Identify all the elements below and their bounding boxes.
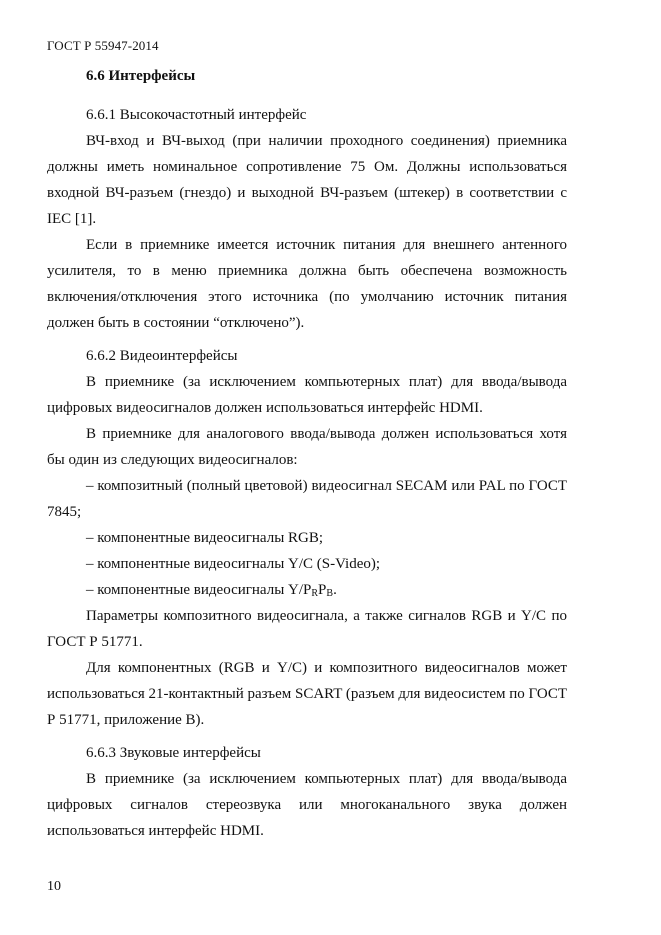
text-line: по ГОСТ Р 51771. [47,608,568,650]
subsection-heading-audio: 6.6.3 Звуковые интерфейсы [86,745,261,761]
page-content [47,63,567,844]
list-item: – компонентные видеосигналы RGB; [86,530,324,546]
subscript: B [326,588,334,599]
text-line: ГОСТ 7845; [47,478,568,520]
text-line: цифровых сигналов стереозвука или многоканального звука должен [47,797,567,813]
text-line: ВЧ-вход и ВЧ-выход (при наличии проходного соединения) приемника [86,133,567,149]
paragraph-scart [47,655,567,733]
paragraph-digital-audio [47,766,567,844]
paragraph-composite-params [47,603,567,655]
paragraph-digital-video [47,369,567,421]
text-line: должен быть в состоянии “отключено”). [47,315,305,331]
section-heading: 6.6 Интерфейсы [86,68,196,84]
text-line: В приемнике для аналогового ввода/вывода должен использоваться [86,426,534,442]
text-line: с IEC [1]. [47,185,567,227]
text-line: входной ВЧ-разъем (гнездо) и выходной ВЧ-разъем (штекер) в соответствии [47,185,555,201]
text-line: усилителя, то в меню приемника должна быть обеспечена возможность [47,263,567,279]
list-item [47,473,567,525]
subsection-heading-rf: 6.6.1 Высокочастотный интерфейс [86,107,307,123]
list-text: – компонентные видеосигналы Y/P [86,582,312,598]
text-line: цифровых видеосигналов должен использоваться интерфейс HDMI. [47,400,483,416]
text-line: Если в приемнике имеется источник питания для внешнего антенного [86,237,567,253]
text-line: ГОСТ Р 51771, приложение В). [47,686,567,728]
text-line: Параметры композитного видеосигнала, а также сигналов RGB и Y/C [86,608,547,624]
subscript: R [311,588,319,599]
text-line: В приемнике (за исключением компьютерных плат) для ввода/вывода [86,771,567,787]
subsection-heading-video: 6.6.2 Видеоинтерфейсы [86,348,238,364]
text-line: – композитный (полный цветовой) видеосигнал SECAM или PAL по [86,478,525,494]
text-line: включения/отключения этого источника (по умолчанию источник питания [47,289,567,305]
paragraph-antenna-power [47,232,567,336]
text-line: использоваться интерфейс HDMI. [47,823,264,839]
text-line: Для компонентных (RGB и Y/C) и композитного видеосигналов может [86,660,567,676]
text-line: использоваться 21-контактный разъем SCART (разъем для видеосистем по [47,686,525,702]
list-text: . [333,582,337,598]
text-line: должны иметь номинальное сопротивление 75 Ом. Должны использоваться [47,159,567,175]
list-item: – компонентные видеосигналы Y/C (S-Video); [86,556,381,572]
text-line: В приемнике (за исключением компьютерных плат) для ввода/вывода [86,374,567,390]
paragraph-analog-video [47,421,567,473]
standard-code-header: ГОСТ Р 55947-2014 [47,38,159,53]
list-text: P [318,582,327,598]
paragraph-rf-impedance [47,128,567,232]
text-line: хотя бы один из следующих видеосигналов: [47,426,567,468]
page-number: 10 [47,879,61,894]
list-item [47,577,567,603]
